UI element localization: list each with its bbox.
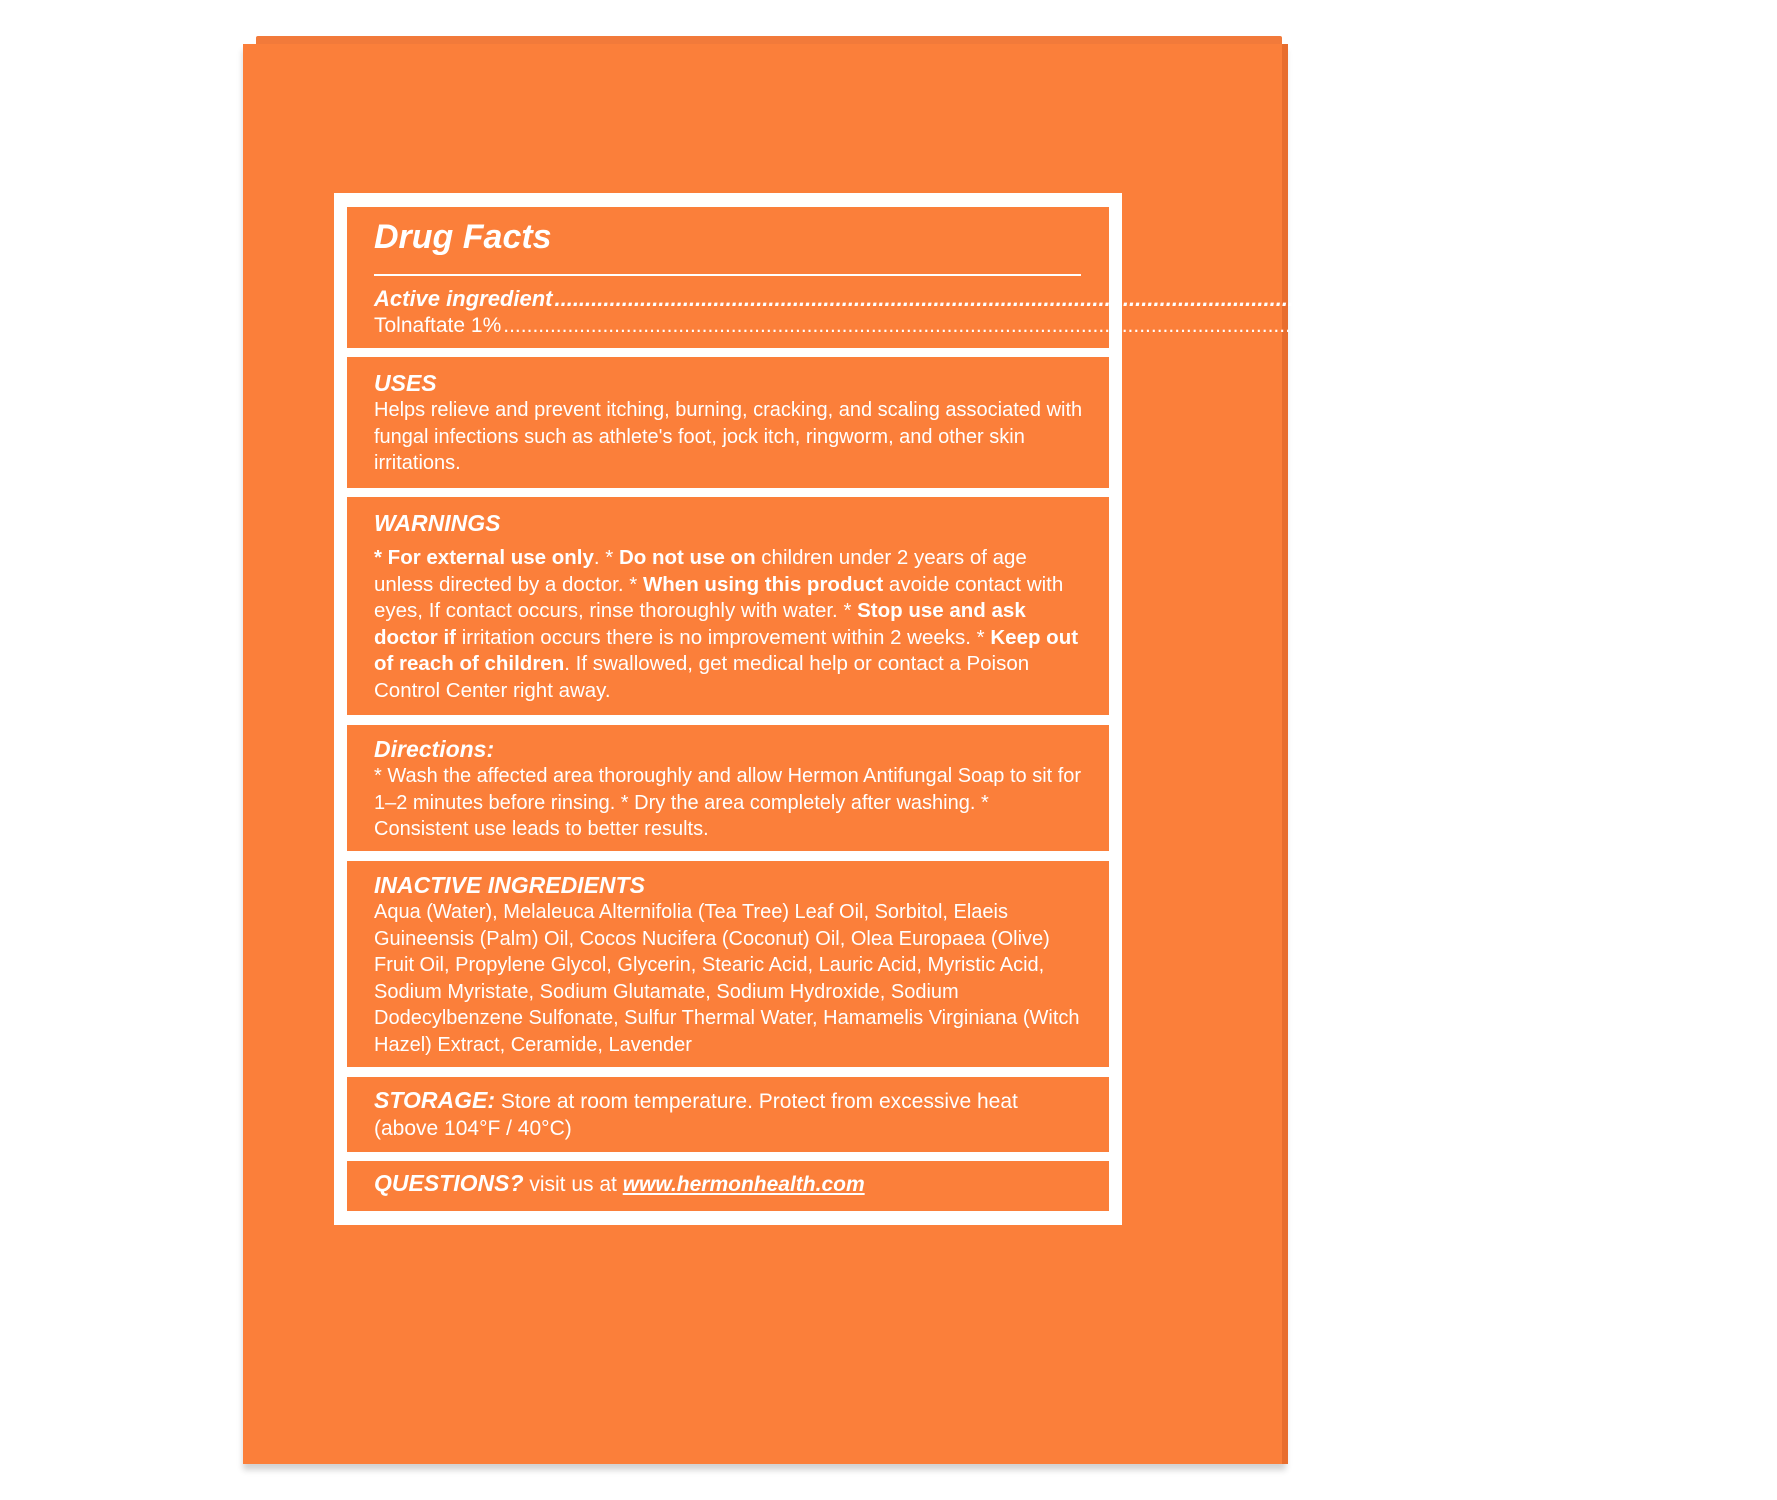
- uses-section: [347, 357, 1109, 488]
- drug-facts-title: Drug Facts: [374, 218, 552, 256]
- questions-heading: QUESTIONS?: [374, 1170, 524, 1196]
- inactive-ingredients-text: Aqua (Water), Melaleuca Alternifolia (Tea Tree) Leaf Oil, Sorbitol, Elaeis Guineensis (Palm) Oil, Cocos Nucifera (Coconut) Oil, Olea Europaea (Olive) Fruit Oil, Propylene Glycol, Glycerin, Stearic Acid, Lauric Acid, Myristic Acid, Sodium Myristate, Sodium Glutamate, Sodium Hydroxide, Sodium Dodecylbenzene Sulfonate, Sulfur Thermal Water, Hamamelis Virginiana (Witch Hazel) Extract, Ceramide, Lavender: [374, 901, 1080, 1056]
- warnings-text: [374, 545, 1083, 704]
- questions-text-block: [374, 1170, 1083, 1199]
- purpose-heading: Purpose: [1552, 286, 1641, 311]
- questions-text: visit us at: [523, 1173, 623, 1196]
- warning-text-1: . *: [593, 546, 619, 569]
- website-link[interactable]: www.hermonhealth.com: [622, 1173, 865, 1196]
- warning-text-5: . If swallowed, get medical help or contact a Poison Control Center right away.: [374, 652, 1030, 702]
- active-header-row: [374, 285, 1641, 313]
- inactive-ingredients-section: [347, 861, 1109, 1067]
- uses-heading: USES: [374, 370, 437, 396]
- active-value-row: [374, 313, 1777, 339]
- warning-when-using: When using this product: [642, 572, 884, 596]
- storage-section: [347, 1077, 1109, 1152]
- warning-do-not-use: Do not use on: [618, 546, 756, 569]
- warnings-section: [347, 497, 1109, 715]
- warning-text-2: children under 2 years of age unless directed by a doctor. *: [374, 546, 1027, 596]
- warning-stop-use: Stop use and ask doctor if: [374, 599, 1026, 649]
- storage-text-block: [374, 1087, 1083, 1142]
- storage-heading: STORAGE:: [374, 1087, 495, 1113]
- warning-keep-out: Keep out of reach of children: [374, 625, 1079, 675]
- directions-text: * Wash the affected area thoroughly and allow Hermon Antifungal Soap to sit for 1–2 minutes before rinsing. * Dry the area completely after washing. * Consistent use leads to better results.: [374, 765, 1082, 840]
- directions-heading: Directions:: [374, 736, 495, 762]
- title-divider: [374, 274, 1081, 276]
- warnings-heading: WARNINGS: [374, 510, 501, 536]
- active-ingredient-section: [347, 207, 1777, 348]
- directions-section: [347, 725, 1109, 851]
- box-side-edge: [1282, 44, 1288, 1464]
- uses-text: Helps relieve and prevent itching, burning, cracking, and scaling associated with fungal infections such as athlete's foot, jock itch, ringworm, and other skin irritations.: [374, 399, 1083, 474]
- purpose-value: Antifungal: [1683, 314, 1777, 337]
- warning-text-4: irritation occurs there is no improvement within 2 weeks. *: [456, 625, 991, 649]
- active-ingredient-value: Tolnaftate 1%: [374, 314, 502, 337]
- storage-text: Store at room temperature. Protect from excessive heat (above 104°F / 40°C): [374, 1090, 1018, 1140]
- inactive-ingredients-heading: INACTIVE INGREDIENTS: [374, 872, 645, 898]
- leader-dots: ...................................................................................................................................................................: [554, 286, 1551, 311]
- active-ingredient-heading: Active ingredient: [374, 286, 553, 311]
- questions-section: [347, 1161, 1109, 1211]
- leader-dots: ..........................................................................................................................................................................................................: [503, 314, 1682, 337]
- warning-external-use: * For external use only: [374, 546, 594, 569]
- warning-text-3: avoide contact with eyes, If contact occurs, rinse thoroughly with water. *: [374, 572, 1064, 622]
